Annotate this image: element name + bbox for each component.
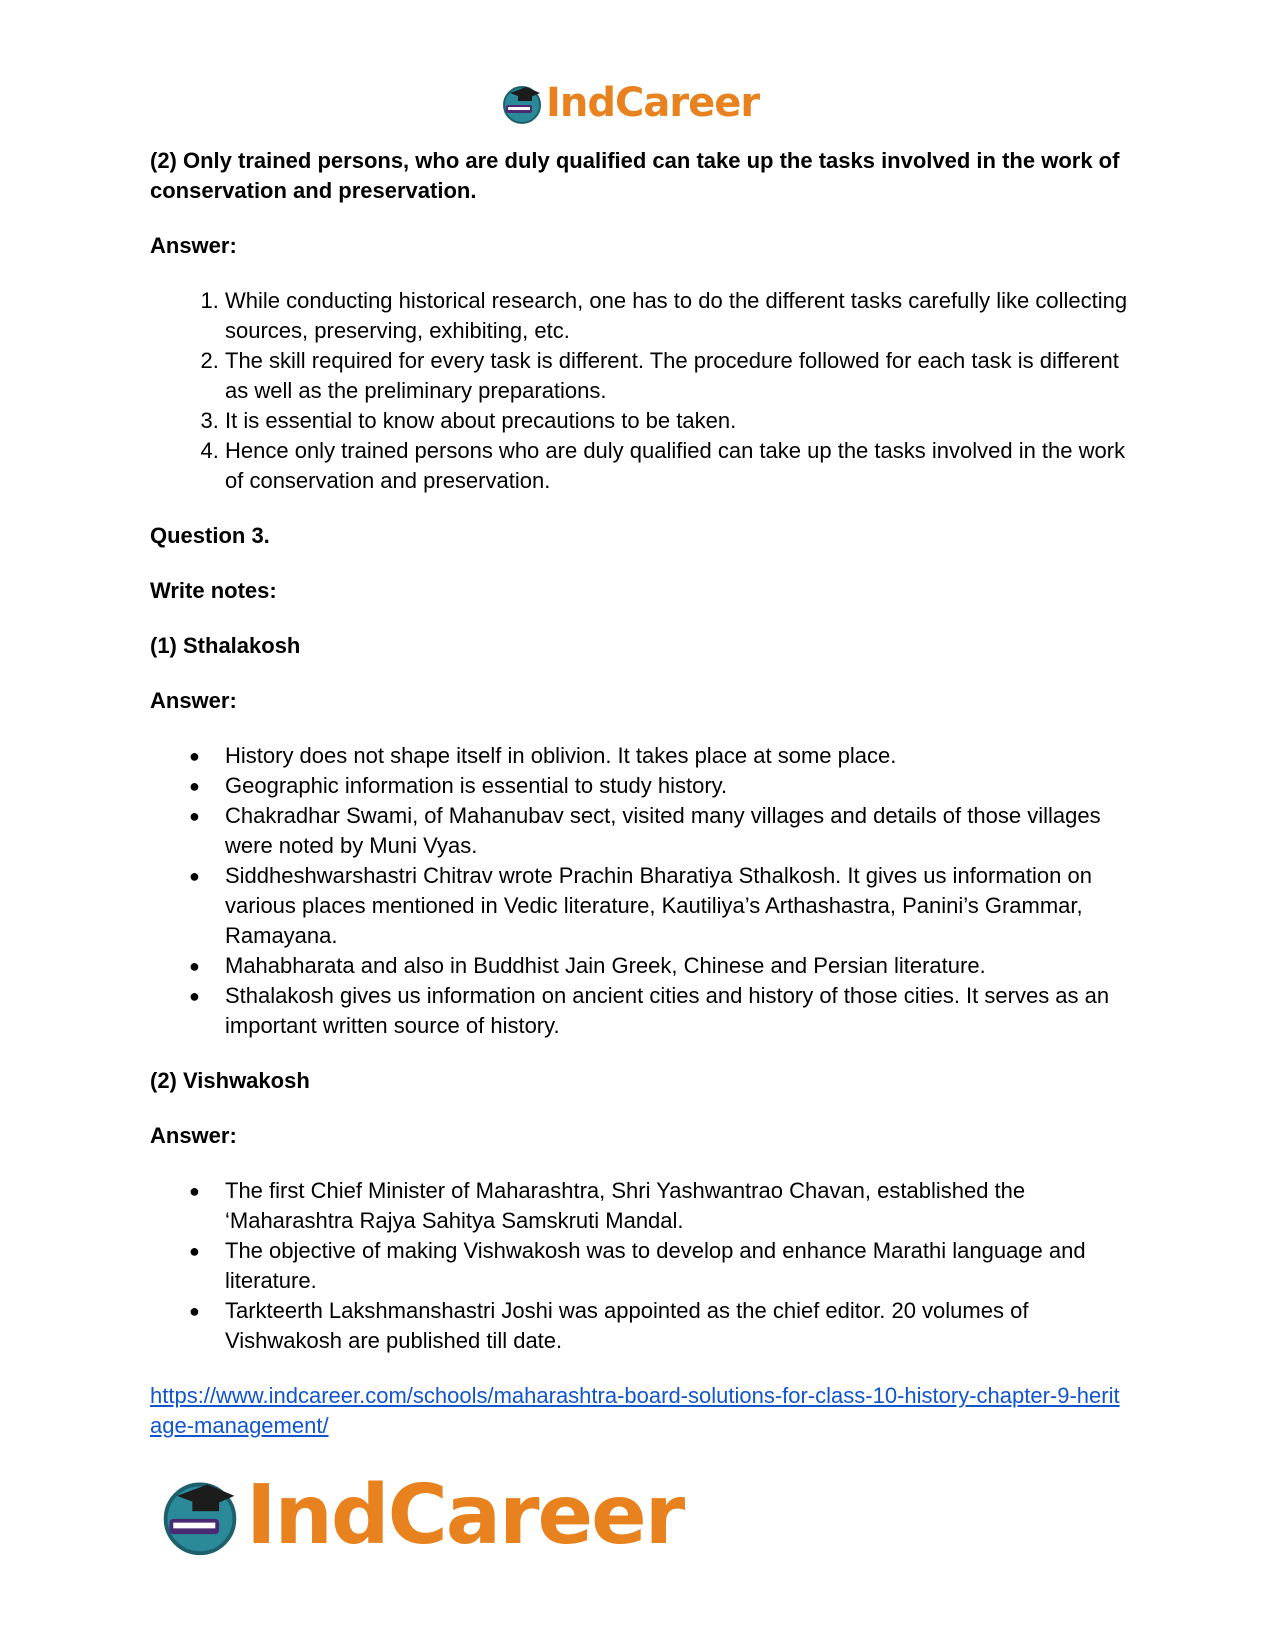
question-3-heading: Question 3. [150, 523, 270, 548]
list-item: ● The objective of making Vishwakosh was to develop and enhance Marathi language and literature. [225, 1236, 1130, 1296]
graduation-cap-book-globe-icon [158, 1473, 242, 1557]
list-item: ● Mahabharata and also in Buddhist Jain Greek, Chinese and Persian literature. [225, 951, 1130, 981]
list-item: ● Sthalakosh gives us information on ancient cities and history of those cities. It serves as an important written source of history. [225, 981, 1130, 1041]
note-1-title: (1) Sthalakosh [150, 633, 301, 658]
list-item: ● The first Chief Minister of Maharashtra, Shri Yashwantrao Chavan, established the ‘Maharashtra Rajya Sahitya Samskruti Mandal. [225, 1176, 1130, 1236]
answer-label: Answer: [150, 688, 237, 713]
note-2-title: (2) Vishwakosh [150, 1068, 310, 1093]
answer-label: Answer: [150, 233, 237, 258]
brand-wordmark: IndCareer [246, 1467, 684, 1563]
list-item: 2. The skill required for every task is different. The procedure followed for each task is different as well as the preliminary preparations. [225, 346, 1130, 406]
indcareer-logo-top [500, 78, 759, 128]
list-item: ● History does not shape itself in oblivion. It takes place at some place. [225, 741, 1130, 771]
answer-list-2 [150, 741, 1130, 1041]
question-2-2: (2) Only trained persons, who are duly qualified can take up the tasks involved in the work of conservation and preservation. [150, 148, 1120, 203]
answer-list-3 [150, 1176, 1130, 1356]
answer-list-1 [150, 286, 1130, 496]
graduation-cap-book-globe-icon [500, 81, 544, 125]
indcareer-logo-bottom [158, 1467, 684, 1563]
list-item: ● Siddheshwarshastri Chitrav wrote Prachin Bharatiya Sthalkosh. It gives us information on various places mentioned in Vedic literature, Kautiliya’s Arthashastra, Panini’s Grammar, Ramayana. [225, 861, 1130, 951]
list-item: ● Tarkteerth Lakshmanshastri Joshi was appointed as the chief editor. 20 volumes of Vishwakosh are published till date. [225, 1296, 1130, 1356]
answer-label: Answer: [150, 1123, 237, 1148]
page-content [150, 146, 1130, 1441]
list-item: 4. Hence only trained persons who are duly qualified can take up the tasks involved in the work of conservation and preservation. [225, 436, 1130, 496]
brand-wordmark: IndCareer [546, 80, 760, 126]
list-item: ● Geographic information is essential to study history. [225, 771, 1130, 801]
list-item: 3. It is essential to know about precautions to be taken. [225, 406, 1130, 436]
source-link[interactable]: https://www.indcareer.com/schools/maharashtra-board-solutions-for-class-10-history-chapter-9-heritage-management/ [150, 1383, 1120, 1438]
list-item: 1. While conducting historical research, one has to do the different tasks carefully like collecting sources, preserving, exhibiting, etc. [225, 286, 1130, 346]
list-item: ● Chakradhar Swami, of Mahanubav sect, visited many villages and details of those villages were noted by Muni Vyas. [225, 801, 1130, 861]
write-notes-heading: Write notes: [150, 578, 277, 603]
